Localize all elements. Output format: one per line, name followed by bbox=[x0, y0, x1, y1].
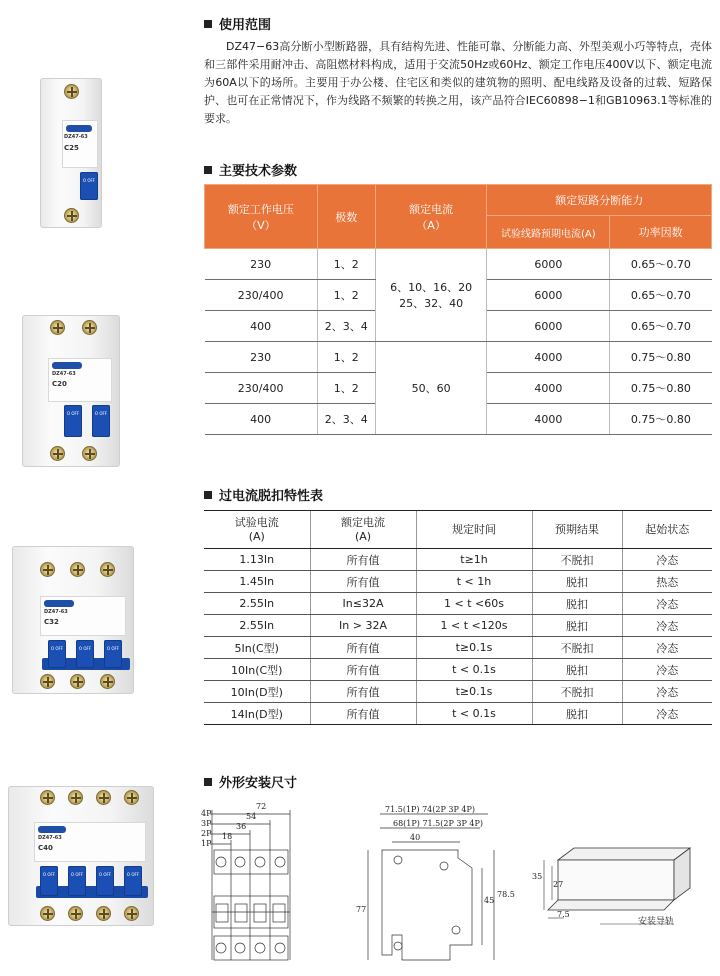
dim-36: 36 bbox=[236, 822, 247, 831]
dim-72: 72 bbox=[256, 802, 267, 811]
brand-logo bbox=[52, 362, 82, 369]
table-row: 10In(C型) 所有值 t < 0.1s 脱扣 冷态 bbox=[204, 659, 712, 681]
terminal-screw bbox=[64, 84, 79, 99]
dimensions-title: 外形安装尺寸 bbox=[204, 772, 297, 791]
header-state: 起始状态 bbox=[622, 511, 712, 549]
table-row: 230 1、2 6、10、16、20 25、32、40 6000 0.65～0.70 bbox=[205, 249, 712, 280]
front-view-drawing bbox=[198, 800, 348, 970]
header-breaking: 额定短路分断能力 bbox=[487, 185, 712, 216]
terminal-screw bbox=[50, 446, 65, 461]
rating-text: C32 bbox=[44, 618, 59, 626]
table-row: 2.55In In > 32A 1 < t <120s 脱扣 冷态 bbox=[204, 615, 712, 637]
header-test-current: 试验线路预期电流(A) bbox=[487, 216, 610, 249]
current-group-2: 50、60 bbox=[375, 342, 487, 435]
header-rated-current: 额定电流 (A) bbox=[310, 511, 416, 549]
spec-title: 主要技术参数 bbox=[204, 160, 297, 179]
terminal-screw bbox=[82, 320, 97, 335]
terminal-screw bbox=[124, 790, 139, 805]
dim-40: 40 bbox=[410, 833, 421, 842]
table-row: 5In(C型) 所有值 t≥0.1s 不脱扣 冷态 bbox=[204, 637, 712, 659]
dim-18: 18 bbox=[222, 832, 233, 841]
terminal-screw bbox=[40, 790, 55, 805]
brand-logo bbox=[66, 125, 92, 132]
dim-54: 54 bbox=[246, 812, 257, 821]
terminal-screw bbox=[68, 790, 83, 805]
breaker-lever: O OFF bbox=[124, 866, 142, 896]
dim-side-l2: 68(1P) 71.5(2P 3P 4P) bbox=[393, 819, 483, 828]
dim-2p: 2P bbox=[201, 829, 212, 838]
dim-4p: 4P bbox=[201, 809, 212, 818]
rating-text: C20 bbox=[52, 380, 67, 388]
header-test-current: 试验电流 (A) bbox=[204, 511, 310, 549]
breaker-lever: O OFF bbox=[80, 172, 98, 200]
table-row: 1.45In 所有值 t < 1h 脱扣 热态 bbox=[204, 571, 712, 593]
header-poles: 极数 bbox=[317, 185, 375, 249]
breaker-lever: O OFF bbox=[64, 405, 82, 437]
breaker-lever: O OFF bbox=[40, 866, 58, 896]
table-row: 2.55In In≤32A 1 < t <60s 脱扣 冷态 bbox=[204, 593, 712, 615]
trip-title: 过电流脱扣特性表 bbox=[204, 485, 323, 504]
terminal-screw bbox=[50, 320, 65, 335]
terminal-screw bbox=[40, 674, 55, 689]
table-row: 230/400 1、2 6000 0.65～0.70 bbox=[205, 280, 712, 311]
terminal-screw bbox=[100, 562, 115, 577]
dim-78-5: 78.5 bbox=[497, 890, 515, 899]
breaker-lever: O OFF bbox=[68, 866, 86, 896]
breaker-lever: O OFF bbox=[48, 640, 66, 668]
table-row: 10In(D型) 所有值 t≥0.1s 不脱扣 冷态 bbox=[204, 681, 712, 703]
table-row: 400 2、3、4 4000 0.75～0.80 bbox=[205, 404, 712, 435]
header-time: 规定时间 bbox=[416, 511, 532, 549]
dim-7-5: 7.5 bbox=[557, 910, 570, 919]
spec-table bbox=[204, 184, 712, 435]
terminal-screw bbox=[100, 674, 115, 689]
usage-text: DZ47−63高分断小型断路器，具有结构先进、性能可靠、分断能力高、外型美观小巧等特点，壳体和三部件采用耐冲击、高阻燃材料构成，适用于交流50Hz或60Hz、额定工作电压400V以下、额定电流为60A以下的场所。主要用于办公楼、住宅区和类似的建筑物的照明、配电线路及设备的过载、短路保护、也可在正常情况下，作为线路不频繁的转换之用，该产品符合IEC60898−1和GB10963.1等标准的要求。 bbox=[204, 40, 712, 125]
model-text: DZ47-63 bbox=[44, 609, 68, 615]
table-row: 14In(D型) 所有值 t < 0.1s 脱扣 冷态 bbox=[204, 703, 712, 725]
trip-table bbox=[204, 510, 712, 725]
terminal-screw bbox=[96, 906, 111, 921]
dim-45: 45 bbox=[484, 896, 495, 905]
rail-label: 安装导轨 bbox=[638, 917, 675, 927]
breaker-lever: O OFF bbox=[96, 866, 114, 896]
usage-title: 使用范围 bbox=[204, 14, 271, 33]
dim-1p: 1P bbox=[201, 839, 212, 848]
rating-text: C25 bbox=[64, 144, 79, 152]
dim-3p: 3P bbox=[201, 819, 212, 828]
rating-text: C40 bbox=[38, 844, 53, 852]
current-group-1: 6、10、16、20 25、32、40 bbox=[375, 249, 487, 342]
breaker-lever: O OFF bbox=[92, 405, 110, 437]
dim-side-l1: 71.5(1P) 74(2P 3P 4P) bbox=[385, 805, 475, 814]
header-current: 额定电流 （A） bbox=[375, 185, 487, 249]
terminal-screw bbox=[70, 674, 85, 689]
terminal-screw bbox=[96, 790, 111, 805]
breaker-lever: O OFF bbox=[104, 640, 122, 668]
din-rail-drawing bbox=[540, 840, 716, 940]
header-result: 预期结果 bbox=[532, 511, 622, 549]
breaker-lever: O OFF bbox=[76, 640, 94, 668]
terminal-screw bbox=[68, 906, 83, 921]
header-voltage: 额定工作电压 （V） bbox=[205, 185, 318, 249]
table-row: 1.13In 所有值 t≥1h 不脱扣 冷态 bbox=[204, 549, 712, 571]
dim-77: 77 bbox=[356, 905, 367, 914]
terminal-screw bbox=[124, 906, 139, 921]
dim-35: 35 bbox=[532, 872, 543, 881]
table-row: 400 2、3、4 6000 0.65～0.70 bbox=[205, 311, 712, 342]
header-power-factor: 功率因数 bbox=[610, 216, 712, 249]
table-row: 230/400 1、2 4000 0.75～0.80 bbox=[205, 373, 712, 404]
model-text: DZ47-63 bbox=[38, 835, 62, 841]
brand-logo bbox=[38, 826, 66, 833]
terminal-screw bbox=[70, 562, 85, 577]
brand-logo bbox=[44, 600, 74, 607]
terminal-screw bbox=[40, 906, 55, 921]
terminal-screw bbox=[64, 208, 79, 223]
dim-27: 27 bbox=[553, 880, 564, 889]
model-text: DZ47-63 bbox=[64, 134, 88, 140]
model-text: DZ47-63 bbox=[52, 371, 76, 377]
terminal-screw bbox=[40, 562, 55, 577]
table-row: 230 1、2 50、60 4000 0.75～0.80 bbox=[205, 342, 712, 373]
terminal-screw bbox=[82, 446, 97, 461]
